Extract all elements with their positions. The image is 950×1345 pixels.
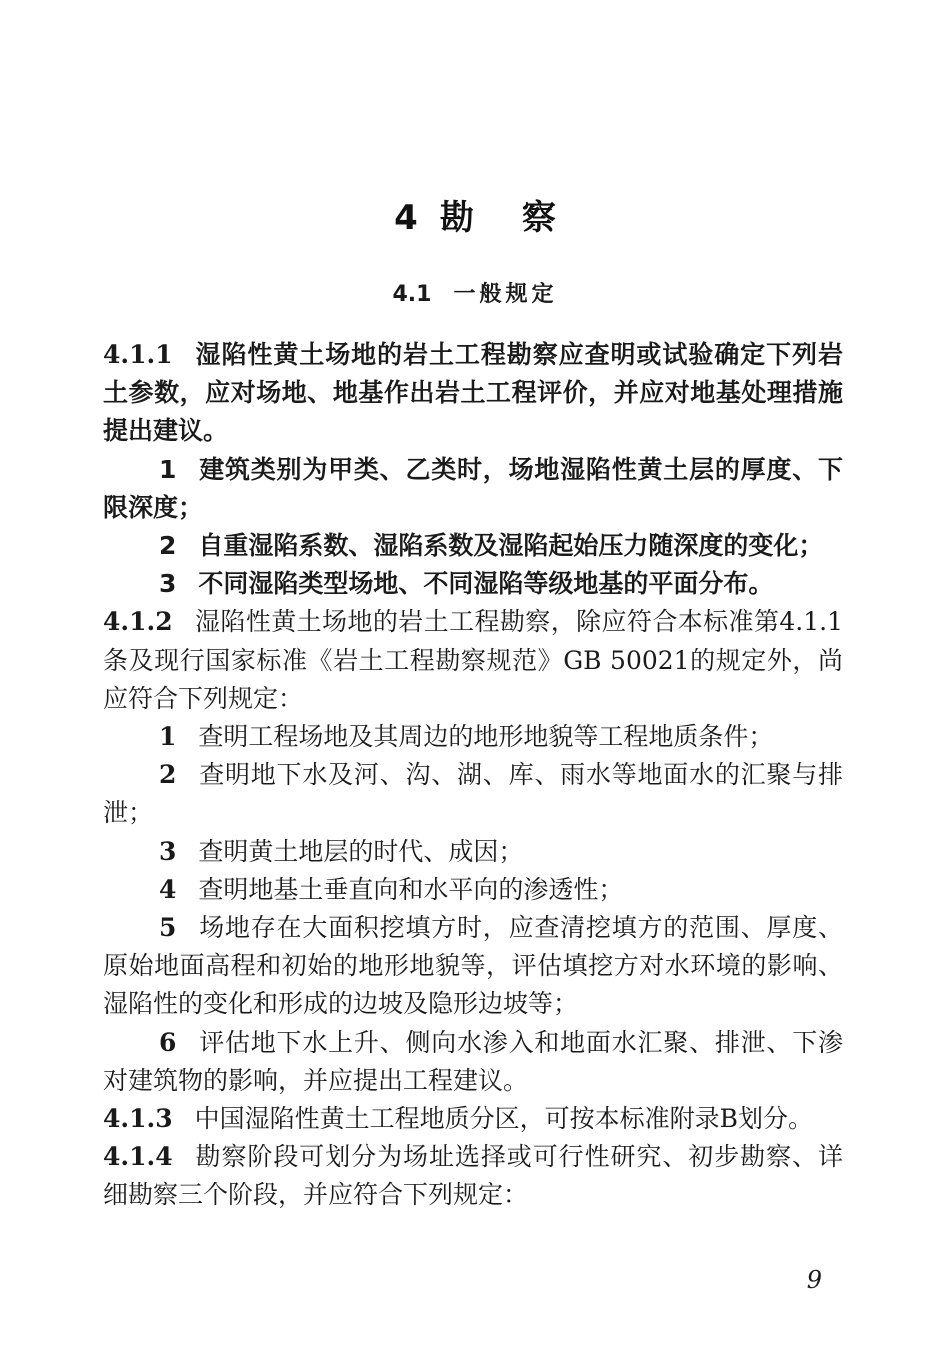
item-text: 场地存在大面积挖填方时，应查清挖填方的范围、厚度、原始地面高程和初始的地形地貌等，评估填挖方对水环境的影响、湿陷性的变化和形成的边坡及隐形边坡等； [103,913,843,1019]
section-heading: 一般规定 [453,282,558,307]
section-title [0,280,950,310]
clause-4-1-2 [103,603,843,718]
item-number: 1 [159,722,177,752]
list-item [103,527,843,565]
clause-text: 中国湿陷性黄土工程地质分区，可按本标准附录B划分。 [194,1104,813,1134]
body-text [103,336,843,1215]
chapter-title [0,196,950,240]
list-item [103,909,843,1024]
clause-number: 4.1.3 [103,1104,173,1134]
clause-text: 勘察阶段可划分为场址选择或可行性研究、初步勘察、详细勘察三个阶段，并应符合下列规定： [103,1142,843,1210]
clause-text: 湿陷性黄土场地的岩土工程勘察应查明或试验确定下列岩土参数，应对场地、地基作出岩土工程评价，并应对地基处理措施提出建议。 [103,340,843,446]
list-item [103,1024,843,1100]
item-text: 建筑类别为甲类、乙类时，场地湿陷性黄土层的厚度、下限深度； [103,454,843,522]
item-number: 6 [159,1027,177,1057]
item-number: 3 [159,569,177,599]
chapter-title-char-1: 勘 [439,198,474,238]
clause-4-1-1 [103,336,843,451]
item-text: 查明工程场地及其周边的地形地貌等工程地质条件； [198,722,774,752]
item-number: 2 [159,531,177,561]
clause-number: 4.1.4 [103,1142,173,1172]
list-item [103,451,843,527]
item-text: 查明地下水及河、沟、湖、库、雨水等地面水的汇聚与排泄； [103,760,843,828]
list-item [103,833,843,871]
item-number: 1 [159,454,177,484]
chapter-number: 4 [394,198,418,238]
clause-4-1-3 [103,1100,843,1138]
list-item [103,756,843,832]
clause-number: 4.1.1 [103,340,173,369]
item-number: 2 [159,760,177,790]
item-text: 查明地基土垂直向和水平向的渗透性； [198,874,624,904]
item-text: 查明黄土地层的时代、成因； [198,836,524,866]
item-text: 自重湿陷系数、湿陷系数及湿陷起始压力随深度的变化； [198,531,824,561]
chapter-title-char-2: 察 [521,198,556,238]
clause-4-1-4 [103,1138,843,1214]
page-number: 9 [806,1266,822,1294]
item-text: 评估地下水上升、侧向水渗入和地面水汇聚、排泄、下渗对建筑物的影响，并应提出工程建议。 [103,1027,843,1095]
list-item [103,565,843,603]
item-text: 不同湿陷类型场地、不同湿陷等级地基的平面分布。 [198,569,774,599]
list-item [103,871,843,909]
clause-text: 湿陷性黄土场地的岩土工程勘察，除应符合本标准第4.1.1条及现行国家标准《岩土工程勘察规范》GB 50021的规定外，尚应符合下列规定： [103,607,843,713]
list-item [103,718,843,756]
item-number: 3 [159,836,177,866]
clause-number: 4.1.2 [103,607,173,637]
item-number: 4 [159,874,177,904]
item-number: 5 [159,913,177,943]
section-number: 4.1 [392,282,432,307]
